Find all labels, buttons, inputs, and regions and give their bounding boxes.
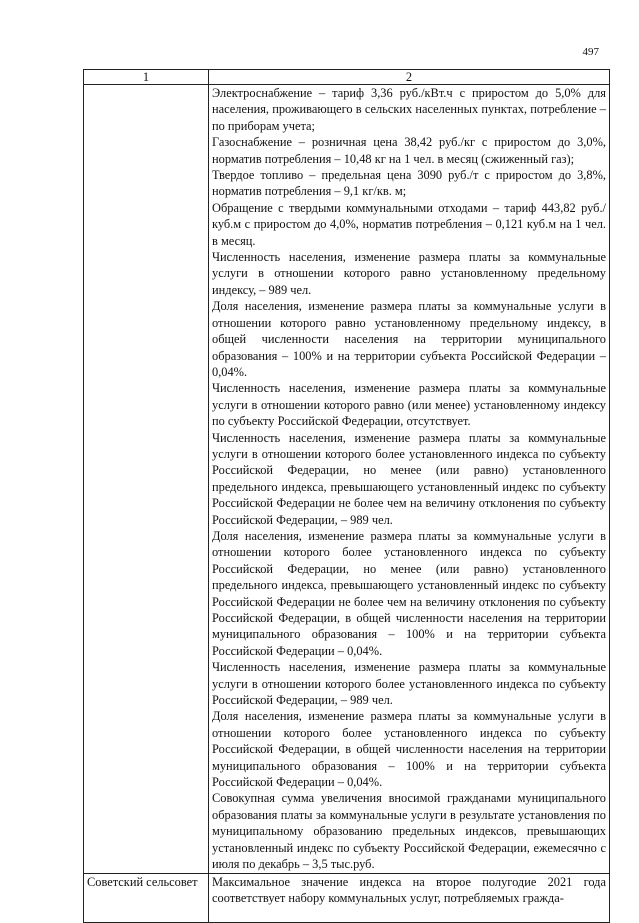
- paragraph-population-between: Численность населения, изменение размера платы за коммунальные услуги в отношении которого более установленного индекса по субъекту Российской Федерации, но менее (или равно) установленного предельного индекса, превышающего установленный индекс по субъекту Российской Федерации не более чем на величину отклонения по субъекту Российской Федерации, – 989 чел.: [212, 430, 606, 527]
- document-table: [83, 69, 610, 923]
- column-header-2: 2: [209, 70, 610, 85]
- paragraph-population-more: Численность населения, изменение размера платы за коммунальные услуги в отношении которого более установленного индекса по субъекту Российской Федерации, – 989 чел.: [212, 660, 606, 708]
- municipality-cell: Советский сельсовет: [84, 873, 209, 922]
- paragraph-solid-fuel: Твердое топливо – предельная цена 3090 руб./т с приростом до 3,8%, норматив потребления – 9,1 кг/кв. м;: [212, 168, 606, 199]
- paragraph-share-more: Доля населения, изменение размера платы за коммунальные услуги в отношении которого более установленного индекса по субъекту Российской Федерации, в общей численности населения на территории муниципального образования – 100% и на территории субъекта Российской Федерации – 0,04%.: [212, 709, 606, 790]
- table-header-row: [84, 70, 610, 85]
- column-header-1: 1: [84, 70, 209, 85]
- description-cell: [209, 85, 610, 874]
- paragraph-share-between: Доля населения, изменение размера платы за коммунальные услуги в отношении которого более установленного индекса по субъекту Российской Федерации, но менее (или равно) установленного предельного индекса, превышающего установленный индекс по субъекту Российской Федерации не более чем на величину отклонения по субъекту Российской Федерации, в общей численности населения на территории муниципального образования – 100% и на территории субъекта Российской Федерации – 0,04%.: [212, 528, 606, 658]
- paragraph-electricity: Электроснабжение – тариф 3,36 руб./кВт.ч с приростом до 5,0% для населения, проживающего в сельских населенных пунктах, потребление – по приборам учета;: [212, 86, 606, 133]
- paragraph-gas: Газоснабжение – розничная цена 38,42 руб./кг с приростом до 3,0%, норматив потребления – 10,48 кг на 1 чел. в месяц (сжиженный газ);: [212, 135, 606, 166]
- paragraph-share-equal: Доля населения, изменение размера платы за коммунальные услуги в отношении которого равно установленному предельному индексу, в общей численности населения на территории муниципального образования – 100% и на территории субъекта Российской Федерации – 0,04%.: [212, 299, 606, 379]
- municipality-cell: [84, 85, 209, 874]
- paragraph-population-equal: Численность населения, изменение размера платы за коммунальные услуги в отношении которого равно установленному предельному индексу, – 989 чел.: [212, 250, 606, 297]
- page-number: 497: [582, 46, 599, 58]
- paragraph-total-increase: Совокупная сумма увеличения вносимой гражданами муниципального образования платы за коммунальные услуги в результате установления по муниципальному образованию предельных индексов, превышающих установленный индекс по субъекту Российской Федерации, ежемесячно с июля по декабрь – 3,5 тыс.руб.: [212, 791, 606, 872]
- paragraph-max-index: Максимальное значение индекса на второе полугодие 2021 года соответствует набору коммунальных услуг, потребляемых гражда-: [212, 874, 606, 905]
- description-cell: [209, 873, 610, 922]
- paragraph-population-less: Численность населения, изменение размера платы за коммунальные услуги в отношении которого равно (или менее) установленному индексу по субъекту Российской Федерации, отсутствует.: [212, 381, 606, 429]
- table-row: [84, 85, 610, 874]
- paragraph-waste: Обращение с твердыми коммунальными отходами – тариф 443,82 руб./куб.м с приростом до 4,0%, норматив потребления – 0,121 куб.м на 1 чел. в месяц.: [212, 200, 606, 248]
- table-row: [84, 873, 610, 922]
